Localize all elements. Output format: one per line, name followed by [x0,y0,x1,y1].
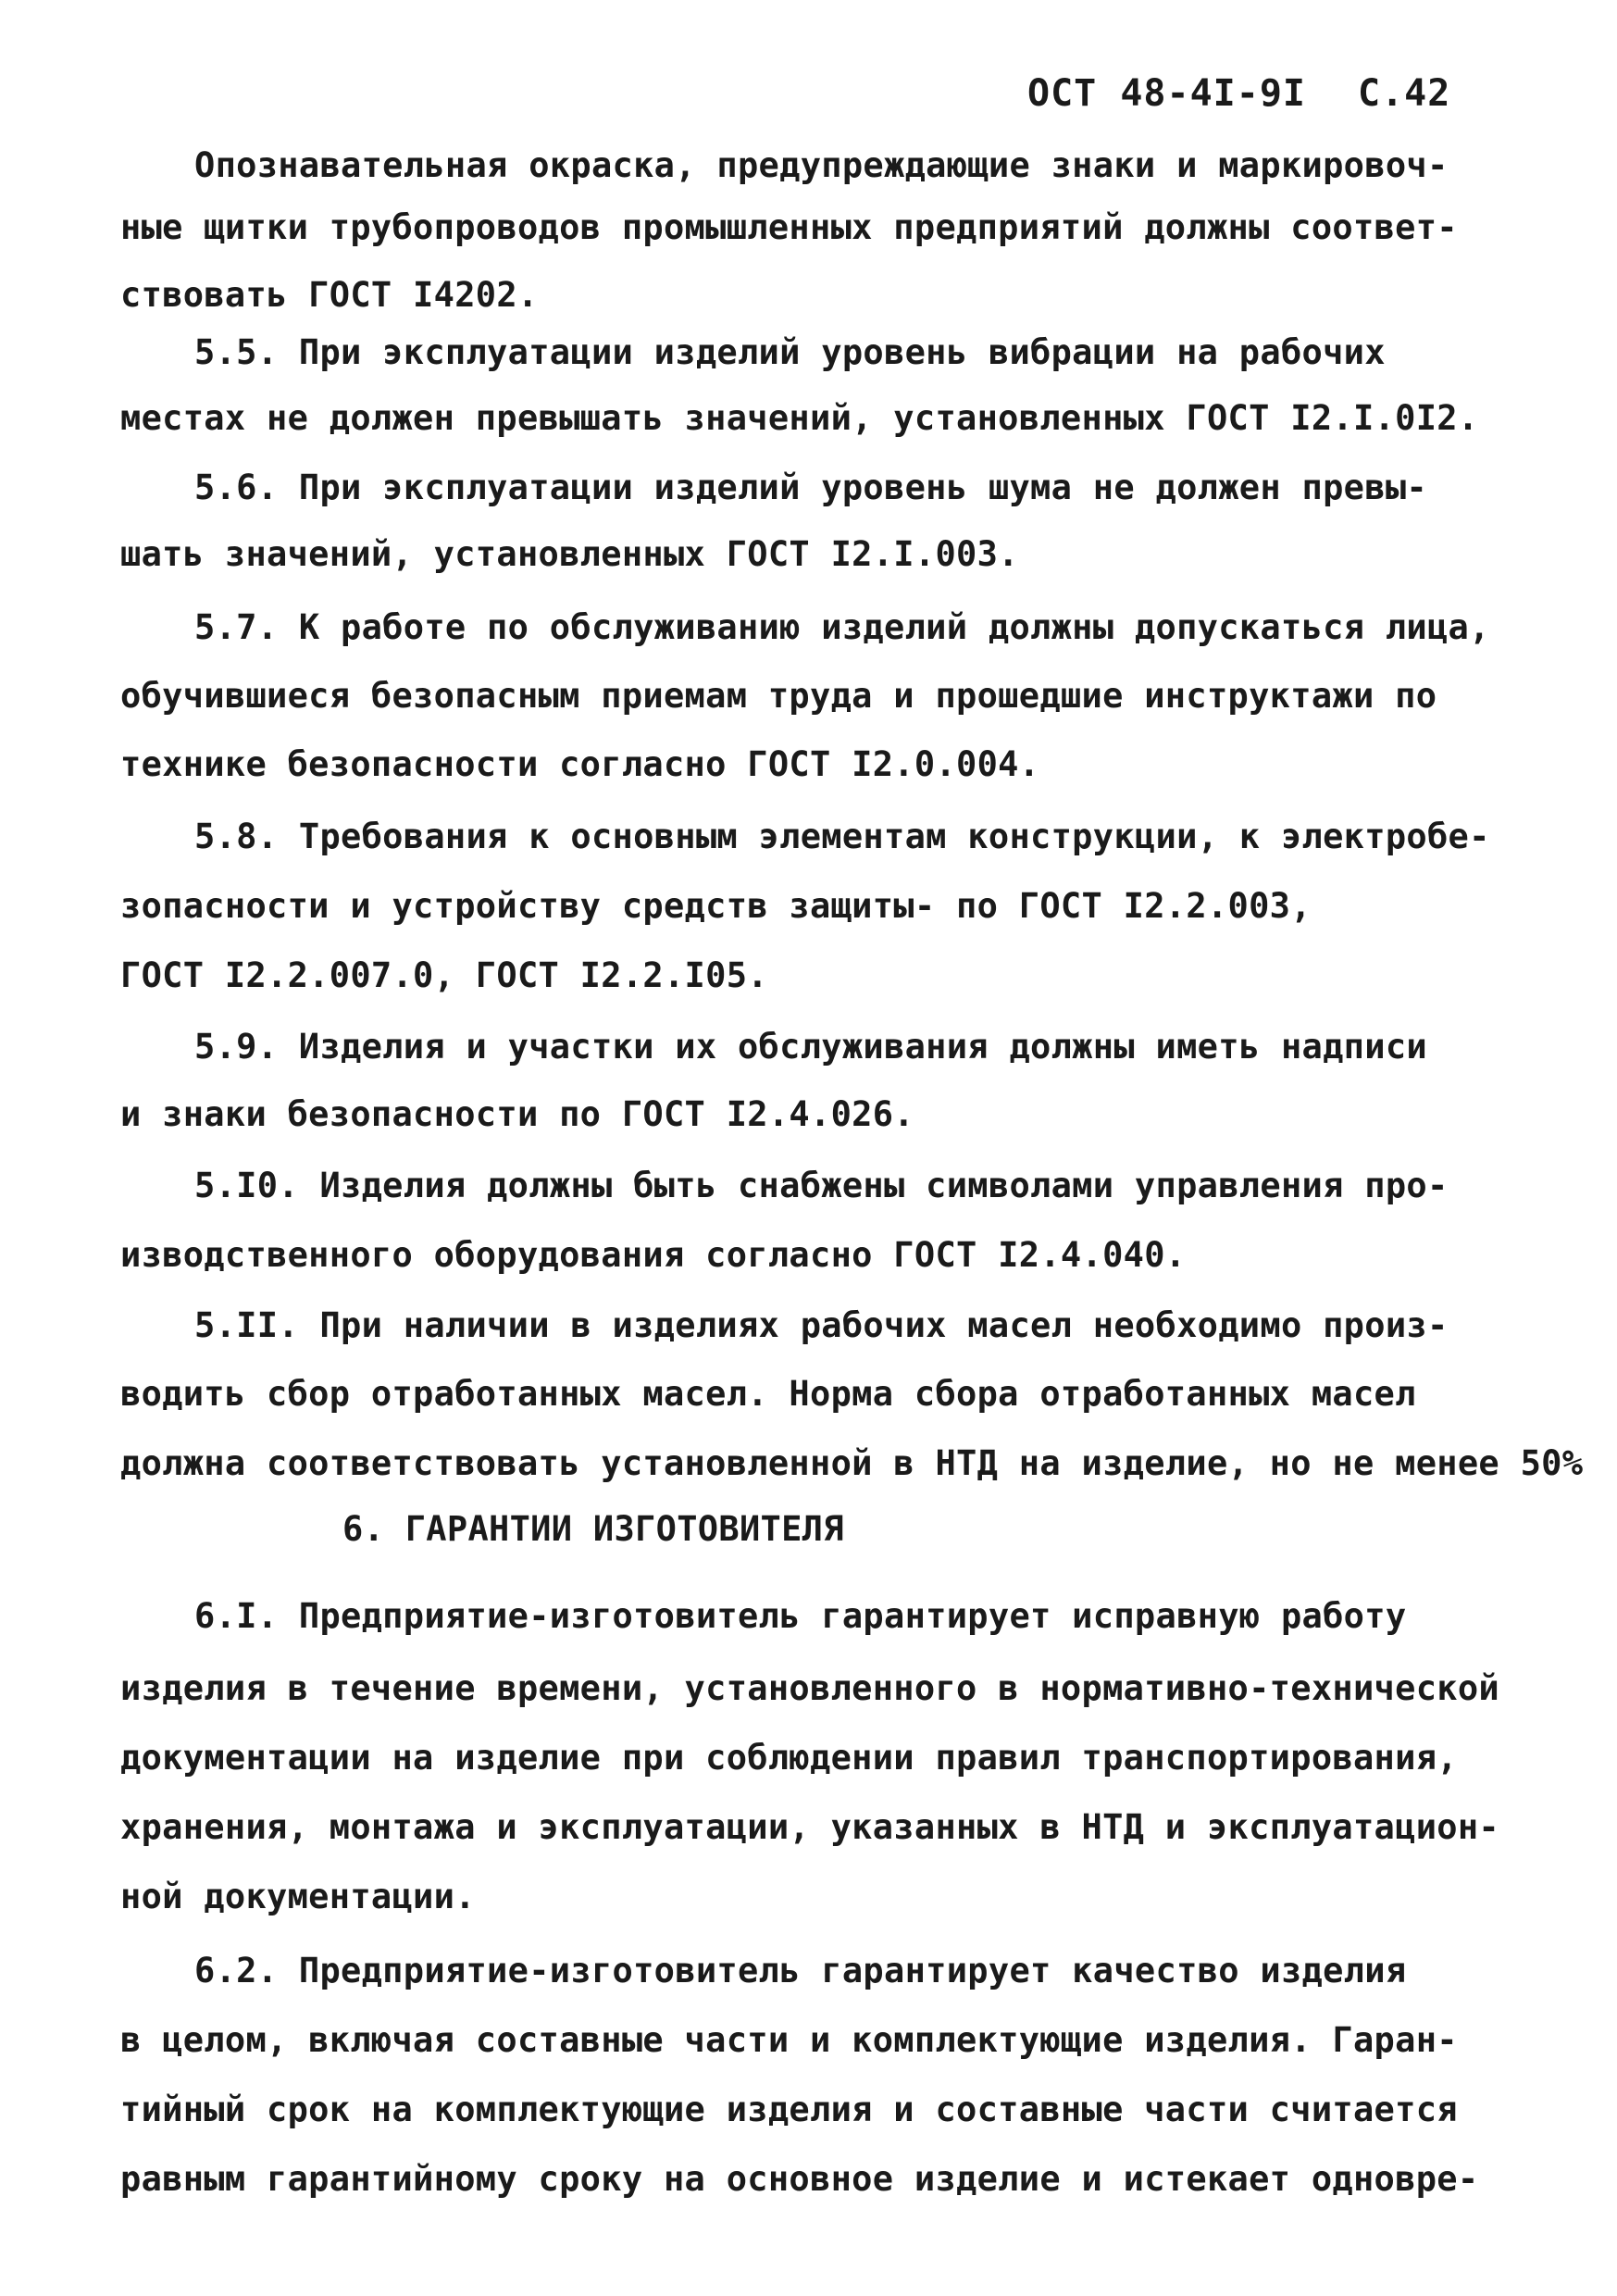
text-line: шать значений, установленных ГОСТ I2.I.003. [120,534,1019,574]
page-header [1027,72,1450,115]
text-line: документации на изделие при соблюдении правил транспортирования, [120,1738,1458,1778]
text-line: технике безопасности согласно ГОСТ I2.0.004. [120,744,1040,784]
text-line: ные щитки трубопроводов промышленных предприятий должны соответ- [120,207,1458,247]
text-line: равным гарантийному сроку на основное изделие и истекает одновре- [120,2159,1479,2199]
page-number: С.42 [1357,72,1451,115]
paragraph-5-7: 5.7. К работе по обслуживанию изделий должны допускаться лица, [194,607,1490,647]
text-line: водить сбор отработанных масел. Норма сбора отработанных масел [120,1374,1416,1414]
text-line: зопасности и устройству средств защиты- по ГОСТ I2.2.003, [120,886,1312,926]
paragraph-6-1: 6.I. Предприятие-изготовитель гарантирует исправную работу [194,1596,1407,1636]
text-line: хранения, монтажа и эксплуатации, указанных в НТД и эксплуатацион- [120,1807,1500,1847]
text-line: ной документации. [120,1877,476,1916]
section-heading: 6. ГАРАНТИИ ИЗГОТОВИТЕЛЯ [342,1509,844,1549]
paragraph-5-6: 5.6. При эксплуатации изделий уровень шума не должен превы- [194,468,1427,507]
paragraph-5-9: 5.9. Изделия и участки их обслуживания должны иметь надписи [194,1027,1427,1067]
text-line: ствовать ГОСТ I4202. [120,275,539,315]
text-line: ГОСТ I2.2.007.0, ГОСТ I2.2.I05. [120,955,768,995]
text-line: в целом, включая составные части и комплектующие изделия. Гаран- [120,2020,1458,2060]
paragraph-6-2: 6.2. Предприятие-изготовитель гарантирует качество изделия [194,1951,1407,1990]
paragraph-5-8: 5.8. Требования к основным элементам конструкции, к электробе- [194,817,1490,856]
paragraph-5-11: 5.II. При наличии в изделиях рабочих масел необходимо произ- [194,1305,1449,1345]
text-line: должна соответствовать установленной в НТД на изделие, но не менее 50% [120,1443,1584,1483]
document-number: ОСТ 48-4I-9I [1027,72,1306,115]
paragraph-5-5: 5.5. При эксплуатации изделий уровень вибрации на рабочих [194,332,1386,372]
text-line: обучившиеся безопасным приемам труда и прошедшие инструктажи по [120,676,1437,716]
text-line: тийный срок на комплектующие изделия и составные части считается [120,2090,1458,2129]
text-line: изделия в течение времени, установленного в нормативно-технической [120,1668,1500,1708]
text-line: изводственного оборудования согласно ГОСТ I2.4.040. [120,1235,1187,1275]
paragraph-5-10: 5.I0. Изделия должны быть снабжены символами управления про- [194,1166,1449,1205]
text-line: местах не должен превышать значений, установленных ГОСТ I2.I.0I2. [120,398,1479,438]
text-line: и знаки безопасности по ГОСТ I2.4.026. [120,1094,914,1134]
text-line: Опознавательная окраска, предупреждающие знаки и маркировоч- [194,145,1449,185]
